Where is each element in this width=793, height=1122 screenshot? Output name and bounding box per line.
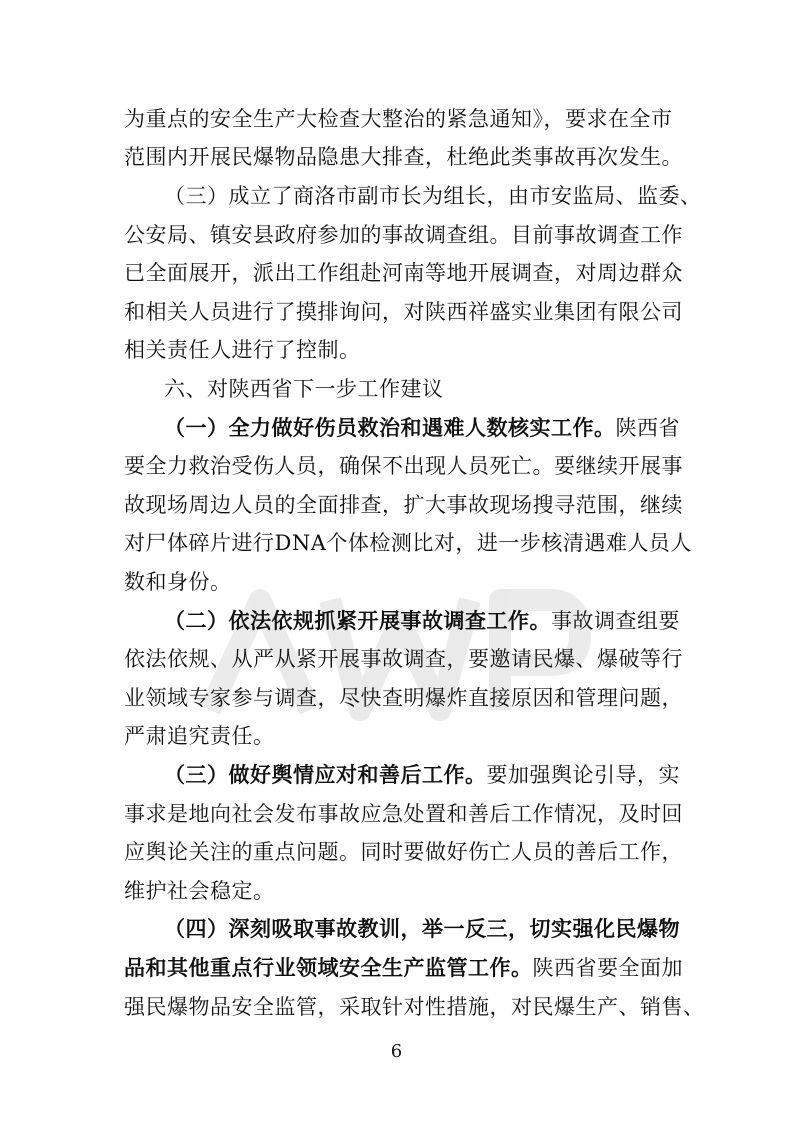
body-line: 强民爆物品安全监管，采取针对性措施，对民爆生产、销售、 — [124, 995, 705, 1019]
body-line: 已全面展开，派出工作组赴河南等地开展调查，对周边群众 — [124, 261, 683, 285]
bold-heading: （一）全力做好伤员救治和遇难人数核实工作。 — [164, 416, 616, 440]
body-line: （三）做好舆情应对和善后工作。要加强舆论引导，实 — [164, 763, 680, 787]
bold-heading: （三）做好舆情应对和善后工作。 — [164, 763, 487, 787]
body-line: （二）依法依规抓紧开展事故调查工作。事故调查组要 — [164, 609, 680, 633]
bold-heading: 品和其他重点行业领域安全生产监管工作。 — [124, 956, 533, 980]
body-line: 和相关人员进行了摸排询问，对陕西祥盛实业集团有限公司 — [124, 300, 683, 324]
body-line: 范围内开展民爆物品隐患大排查，杜绝此类事故再次发生。 — [124, 145, 683, 169]
body-line: （三）成立了商洛市副市长为组长，由市安监局、监委、 — [164, 184, 702, 208]
body-line: （一）全力做好伤员救治和遇难人数核实工作。陕西省 — [164, 416, 680, 440]
body-line: 为重点的安全生产大检查大整治的紧急通知》，要求在全市 — [124, 107, 673, 131]
body-line: 依法依规、从严从紧开展事故调查，要邀请民爆、爆破等行 — [124, 647, 683, 671]
body-line: 业领域专家参与调查，尽快查明爆炸直接原因和管理问题， — [124, 686, 683, 710]
body-line: 品和其他重点行业领域安全生产监管工作。陕西省要全面加 — [124, 956, 683, 980]
body-line: 严肃追究责任。 — [124, 724, 275, 748]
section-heading: 六、对陕西省下一步工作建议 — [164, 377, 444, 401]
body-line: 事求是地向社会发布事故应急处置和善后工作情况，及时回 — [124, 802, 683, 826]
body-line: 对尸体碎片进行DNA个体检测比对，进一步核清遇难人员人 — [124, 531, 692, 555]
body-line: 要全力救治受伤人员，确保不出现人员死亡。要继续开展事 — [124, 454, 683, 478]
body-line: 故现场周边人员的全面排查，扩大事故现场搜寻范围，继续 — [124, 493, 683, 517]
body-line: 应舆论关注的重点问题。同时要做好伤亡人员的善后工作， — [124, 840, 683, 864]
bold-heading: （四）深刻吸取事故教训，举一反三，切实强化民爆物 — [164, 917, 680, 941]
body-line: 公安局、镇安县政府参加的事故调查组。目前事故调查工作 — [124, 223, 683, 247]
body-line: 相关责任人进行了控制。 — [124, 338, 361, 362]
page-number: 6 — [390, 1041, 403, 1062]
bold-heading: （二）依法依规抓紧开展事故调查工作。 — [164, 609, 551, 633]
body-line: 维护社会稳定。 — [124, 879, 275, 903]
body-line: 数和身份。 — [124, 570, 232, 594]
body-line — [164, 912, 680, 946]
